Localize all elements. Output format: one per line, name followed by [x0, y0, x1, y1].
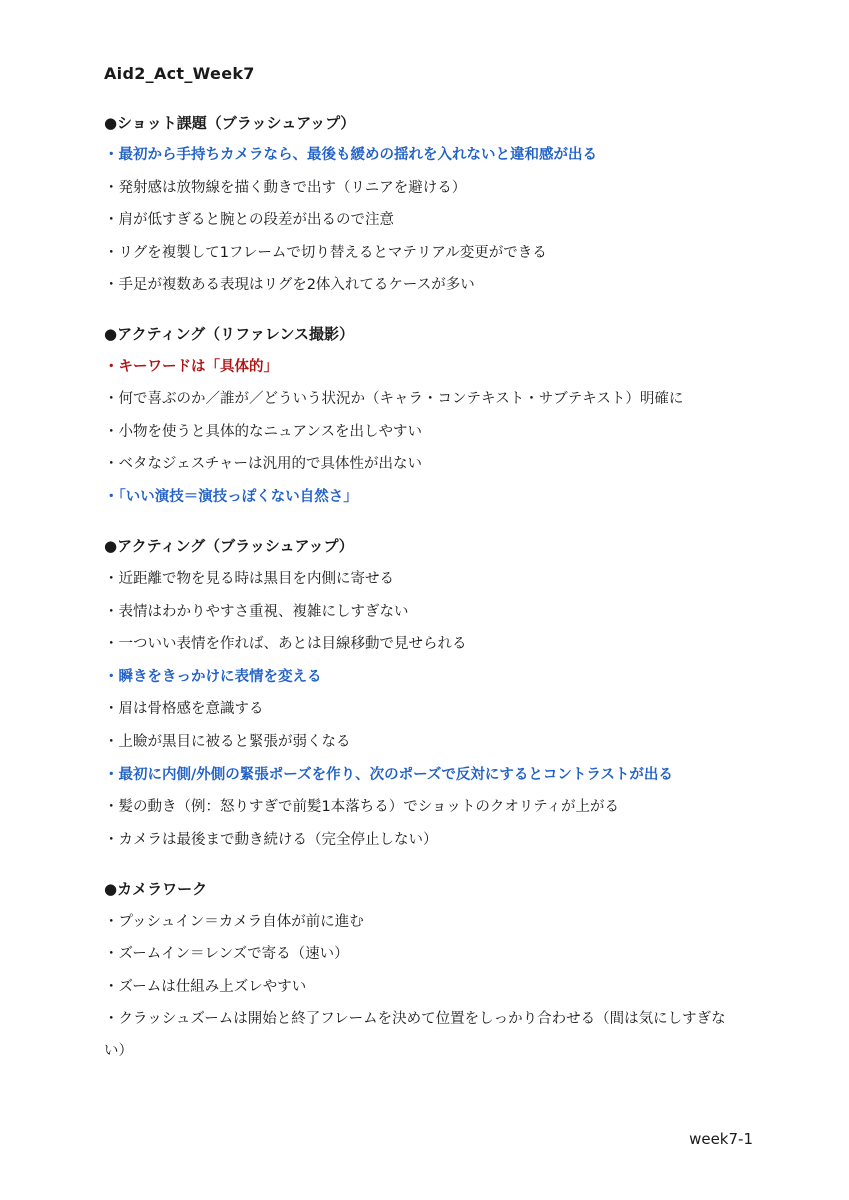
section-heading-camera-work: ●カメラワーク [104, 880, 208, 898]
section-heading-shot-assignment: ●ショット課題（ブラッシュアップ） [104, 114, 356, 132]
list-item: ・プッシュイン＝カメラ自体が前に進む [104, 914, 364, 930]
list-item: ・瞬きをきっかけに表情を変える [104, 669, 322, 685]
list-item: ・一ついい表情を作れば、あとは目線移動で見せられる [104, 636, 467, 652]
list-item: ・ベタなジェスチャーは汎用的で具体性が出ない [104, 456, 422, 472]
list-item: ・キーワードは「具体的」 [104, 359, 278, 375]
list-item: ・表情はわかりやすさ重視、複雑にしすぎない [104, 604, 409, 620]
list-item: ・眉は骨格感を意識する [104, 701, 264, 717]
list-item: ・カメラは最後まで動き続ける（完全停止しない） [104, 832, 438, 848]
list-item: ・近距離で物を見る時は黒目を内側に寄せる [104, 571, 394, 587]
list-item: ・何で喜ぶのか／誰が／どういう状況か（キャラ・コンテキスト・サブテキスト）明確に [104, 391, 684, 407]
list-item: ・発射感は放物線を描く動きで出す（リニアを避ける） [104, 180, 467, 196]
list-item: ・ズームは仕組み上ズレやすい [104, 979, 307, 995]
list-item: ・最初に内側/外側の緊張ポーズを作り、次のポーズで反対にするとコントラストが出る [104, 767, 673, 783]
list-item: ・最初から手持ちカメラなら、最後も緩めの揺れを入れないと違和感が出る [104, 147, 597, 163]
list-item: ・手足が複数ある表現はリグを2体入れてるケースが多い [104, 277, 475, 293]
list-item: ・小物を使うと具体的なニュアンスを出しやすい [104, 424, 422, 440]
page-number: week7-1 [689, 1130, 753, 1148]
list-item: ・上瞼が黒目に被ると緊張が弱くなる [104, 734, 351, 750]
list-item: ・クラッシュズームは開始と終了フレームを決めて位置をしっかり合わせる（間は気にしすぎない） [104, 1011, 726, 1059]
list-item: ・「いい演技＝演技っぽくない自然さ」 [104, 489, 358, 505]
list-item: ・肩が低すぎると腕との段差が出るので注意 [104, 212, 394, 228]
list-item: ・髪の動き（例：怒りすぎで前髪1本落ちる）でショットのクオリティが上がる [104, 799, 619, 815]
list-item: ・リグを複製して1フレームで切り替えるとマテリアル変更ができる [104, 245, 547, 261]
document-title: Aid2_Act_Week7 [104, 64, 255, 83]
list-item: ・ズームイン＝レンズで寄る（速い） [104, 946, 349, 962]
section-heading-acting-brushup: ●アクティング（ブラッシュアップ） [104, 537, 354, 555]
section-heading-acting-reference: ●アクティング（リファレンス撮影） [104, 325, 355, 343]
